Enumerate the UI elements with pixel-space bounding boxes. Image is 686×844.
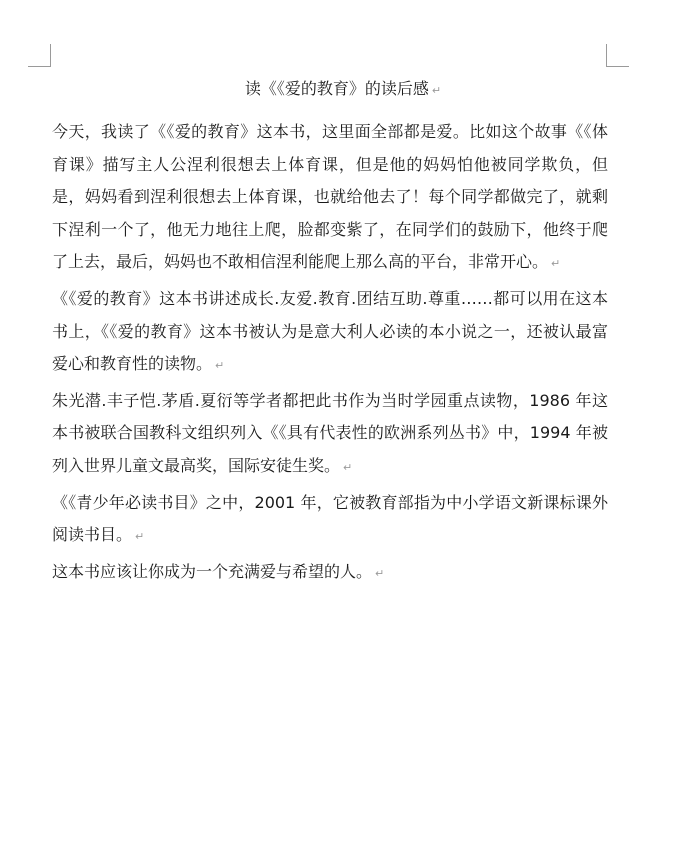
document-body xyxy=(52,116,608,590)
paragraph-mark-icon: ↵ xyxy=(431,84,442,97)
paragraph-text: 《《爱的教育》这本书讲述成长.友爱.教育.团结互助.尊重……都可以用在这本书上，《《爱的教育》这本书被认为是意大利人必读的本小说之一，还被认最富爱心和教育性的读物。 xyxy=(52,288,608,374)
paragraph-text: 这本书应该让你成为一个充满爱与希望的人。 xyxy=(52,561,373,581)
paragraph xyxy=(52,283,608,383)
paragraph-text: 《《青少年必读书目》之中，2001 年，它被教育部指为中小学语文新课标课外阅读书目。 xyxy=(52,492,608,545)
paragraph-mark-icon: ↵ xyxy=(135,530,145,544)
paragraph xyxy=(52,385,608,485)
document-title-text: 读《《爱的教育》的读后感 xyxy=(244,79,429,98)
top-right-margin-mark xyxy=(606,44,629,67)
top-left-margin-mark xyxy=(28,44,51,67)
paragraph xyxy=(52,116,608,281)
paragraph-mark-icon: ↵ xyxy=(343,460,353,474)
paragraph-text: 朱光潜.丰子恺.茅盾.夏衍等学者都把此书作为当时学园重点读物，1986 年这本书被联合国教科文组织列入《《具有代表性的欧洲系列丛书》中，1994 年被列入世界儿童文最高奖，国际安徒生奖。 xyxy=(52,390,608,475)
paragraph xyxy=(52,487,608,554)
paragraph-mark-icon: ↵ xyxy=(551,257,561,271)
paragraph-mark-icon: ↵ xyxy=(375,566,385,580)
document-title xyxy=(0,78,686,102)
paragraph xyxy=(52,556,608,591)
paragraph-text: 今天，我读了《《爱的教育》这本书，这里面全部都是爱。比如这个故事《《体育课》描写主人公涅利很想去上体育课，但是他的妈妈怕他被同学欺负，但是，妈妈看到涅利很想去上体育课，也就给他去了！每个同学都做完了，就剩下涅利一个了，他无力地往上爬，脸都变紫了，在同学们的鼓励下，他终于爬了上去，最后，妈妈也不敢相信涅利能爬上那么高的平台，非常开心。 xyxy=(52,122,608,272)
paragraph-mark-icon: ↵ xyxy=(215,359,225,373)
